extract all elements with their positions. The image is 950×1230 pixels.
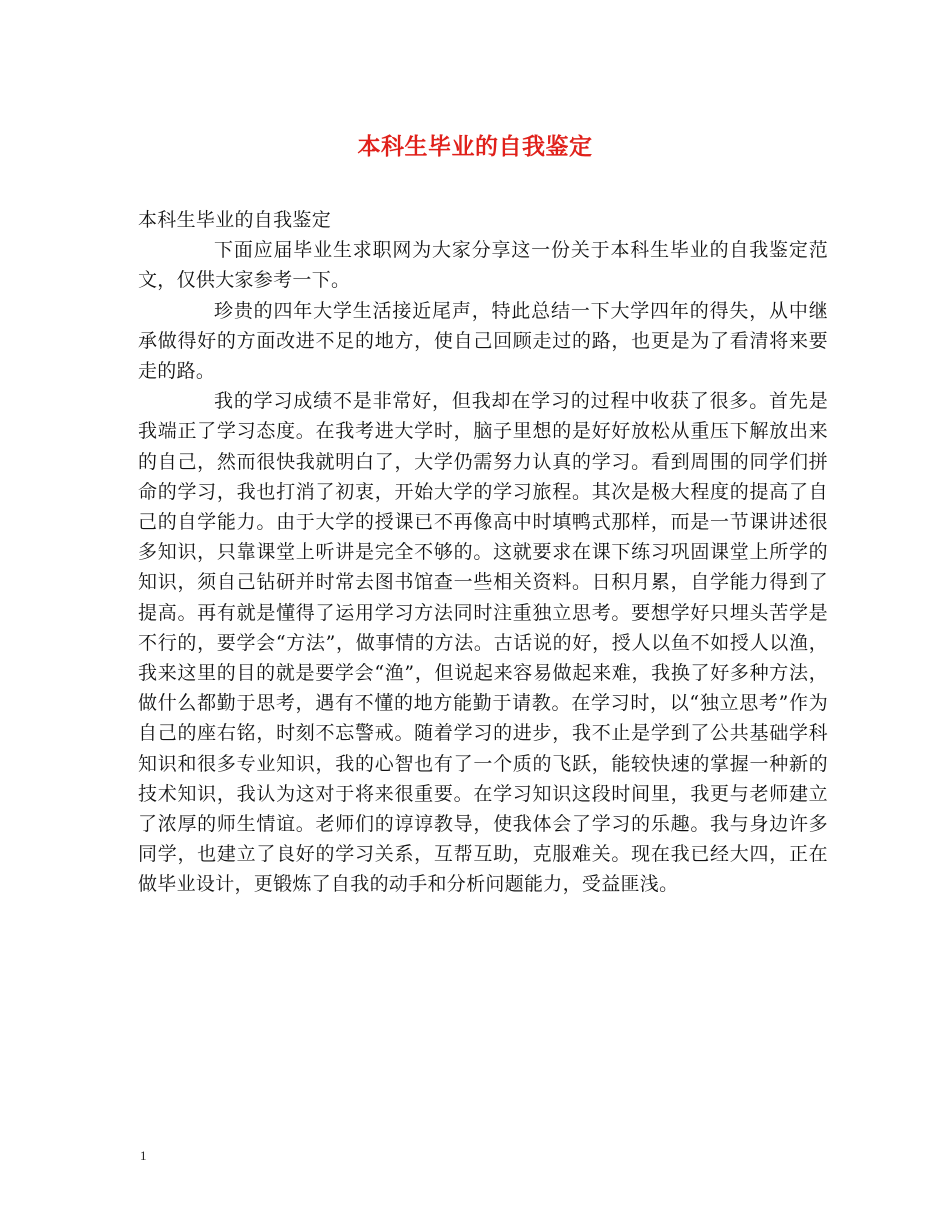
document-title: 本科生毕业的自我鉴定 bbox=[357, 133, 593, 160]
intro-paragraph: 下面应届毕业生求职网为大家分享这一份关于本科生毕业的自我鉴定范文，仅供大家参考一下。 bbox=[138, 239, 828, 292]
body-heading-paragraph: 本科生毕业的自我鉴定 bbox=[138, 209, 332, 231]
summary-paragraph: 珍贵的四年大学生活接近尾声，特此总结一下大学四年的得失，从中继承做得好的方面改进不足的地方，使自己回顾走过的路，也更是为了看清将来要走的路。 bbox=[138, 299, 828, 383]
page-number: 1 bbox=[140, 1148, 147, 1163]
document-body bbox=[138, 205, 828, 900]
study-paragraph: 我的学习成绩不是非常好，但我却在学习的过程中收获了很多。首先是我端正了学习态度。在我考进大学时，脑子里想的是好好放松从重压下解放出来的自己，然而很快我就明白了，大学仍需努力认真的学习。看到周围的同学们拼命的学习，我也打消了初衷，开始大学的学习旅程。其次是极大程度的提高了自己的自学能力。由于大学的授课已不再像高中时填鸭式那样，而是一节课讲述很多知识，只靠课堂上听讲是完全不够的。这就要求在课下练习巩固课堂上所学的知识，须自己钻研并时常去图书馆查一些相关资料。日积月累，自学能力得到了提高。再有就是懂得了运用学习方法同时注重独立思考。要想学好只埋头苦学是不行的，要学会“方法”，做事情的方法。古话说的好，授人以鱼不如授人以渔，我来这里的目的就是要学会“渔”，但说起来容易做起来难，我换了好多种方法，做什么都勤于思考，遇有不懂的地方能勤于请教。在学习时，以“独立思考”作为自己的座右铭，时刻不忘警戒。随着学习的进步，我不止是学到了公共基础学科知识和很多专业知识，我的心智也有了一个质的飞跃，能较快速的掌握一种新的技术知识，我认为这对于将来很重要。在学习知识这段时间里，我更与老师建立了浓厚的师生情谊。老师们的谆谆教导，使我体会了学习的乐趣。我与身边许多同学，也建立了良好的学习关系，互帮互助，克服难关。现在我已经大四，正在做毕业设计，更锻炼了自我的动手和分析问题能力，受益匪浅。 bbox=[138, 390, 828, 896]
